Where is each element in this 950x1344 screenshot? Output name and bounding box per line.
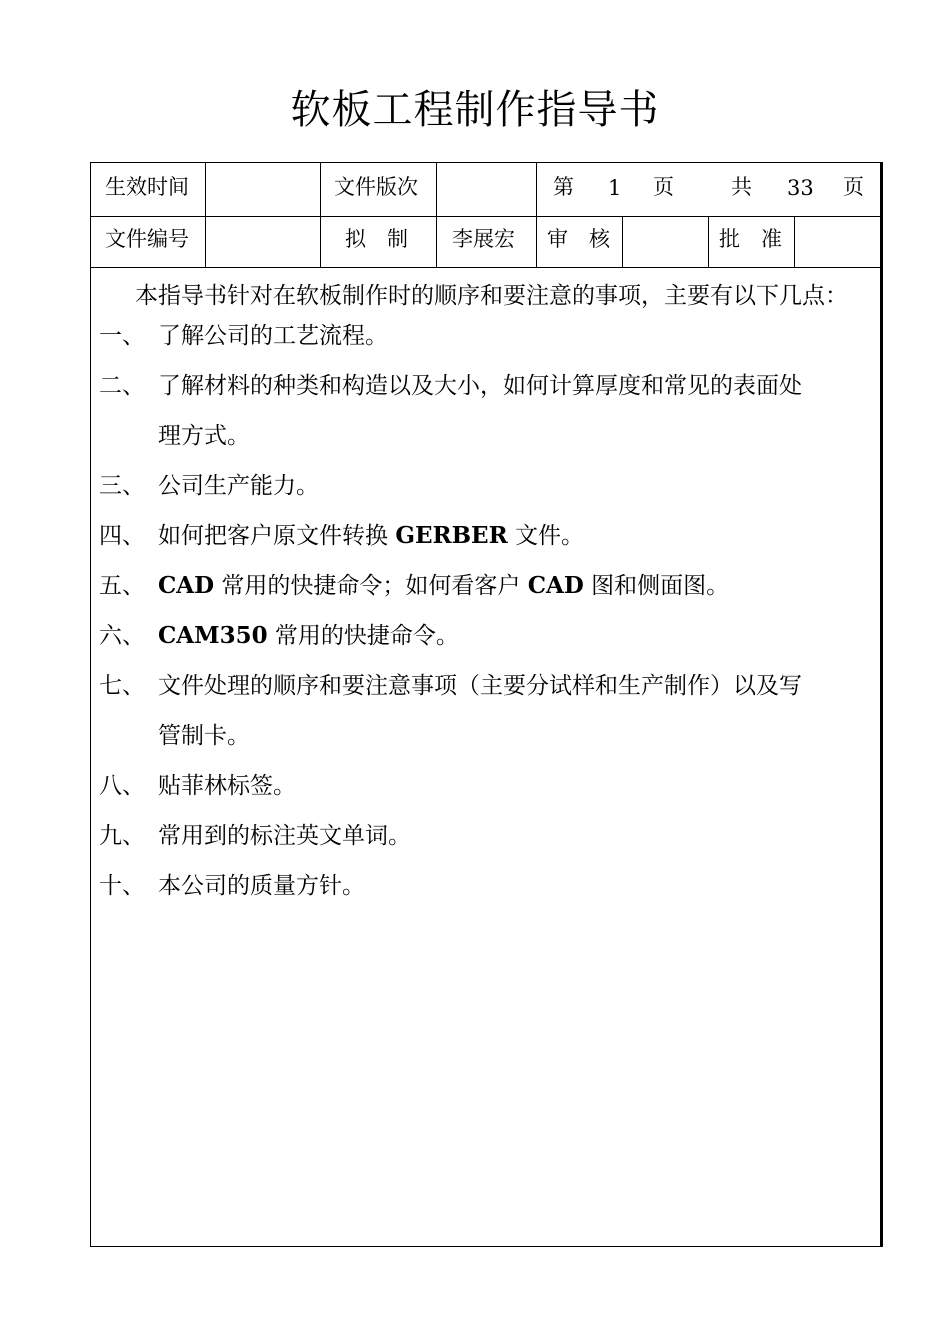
bold-term: CAD <box>158 572 215 599</box>
version-label: 文件版次 <box>334 175 418 199</box>
reviewed-by-label: 审 核 <box>547 227 610 251</box>
header-col-divider <box>622 216 623 267</box>
list-item-number: 五、 <box>99 573 145 599</box>
page-unit: 页 <box>653 175 674 199</box>
list-item-text: 文件处理的顺序和要注意事项（主要分试样和生产制作）以及写 <box>158 673 802 699</box>
effective-time-label: 生效时间 <box>105 175 189 199</box>
text-segment: 图和侧面图。 <box>583 573 730 599</box>
header-col-divider <box>320 163 321 267</box>
list-item-text: 理方式。 <box>158 423 250 449</box>
list-item-number: 一、 <box>99 323 145 349</box>
intro-paragraph: 本指导书针对在软板制作时的顺序和要注意的事项，主要有以下几点： <box>135 283 848 309</box>
instruction-sheet-frame <box>90 162 883 1247</box>
text-segment: 常用的快捷命令；如何看客户 <box>214 573 528 599</box>
header-col-divider <box>708 216 709 267</box>
header-row-divider <box>91 216 880 217</box>
list-item-number: 三、 <box>99 473 145 499</box>
list-item-text: 贴菲林标签。 <box>158 773 296 799</box>
document-title: 软板工程制作指导书 <box>290 87 660 133</box>
list-item-text: 管制卡。 <box>158 723 250 749</box>
list-item-text: 常用到的标注英文单词。 <box>158 823 411 849</box>
text-segment: 如何把客户原文件转换 <box>158 523 396 549</box>
list-item-text <box>158 611 878 661</box>
list-item-text <box>158 561 878 611</box>
bold-term: CAD <box>527 572 584 599</box>
list-item-number: 九、 <box>99 823 145 849</box>
document-number-label: 文件编号 <box>105 227 189 251</box>
total-pages: 33 <box>787 176 814 200</box>
approved-by-label: 批 准 <box>719 227 782 251</box>
list-item-text: 了解材料的种类和构造以及大小，如何计算厚度和常见的表面处 <box>158 373 802 399</box>
list-item-number: 六、 <box>99 623 145 649</box>
bold-term: CAM350 <box>158 622 268 649</box>
list-item-number: 二、 <box>99 373 145 399</box>
list-item-number: 八、 <box>99 773 145 799</box>
text-segment: 文件。 <box>507 523 584 549</box>
list-item-number: 十、 <box>99 873 145 899</box>
header-col-divider <box>794 216 795 267</box>
list-item-text: 公司生产能力。 <box>158 473 319 499</box>
list-item-text <box>158 511 878 561</box>
header-col-divider <box>536 163 537 267</box>
drafted-by-label: 拟 制 <box>345 227 408 251</box>
list-item-number: 七、 <box>99 673 145 699</box>
list-item-text: 本公司的质量方针。 <box>158 873 365 899</box>
bold-term: GERBER <box>395 522 508 549</box>
page-prefix: 第 <box>553 175 574 199</box>
drafted-by-value: 李展宏 <box>452 227 515 251</box>
total-unit: 页 <box>843 175 864 199</box>
header-bottom-divider <box>91 267 880 268</box>
total-prefix: 共 <box>731 175 752 199</box>
page-number: 1 <box>608 176 622 200</box>
header-col-divider <box>436 163 437 267</box>
list-item-number: 四、 <box>99 523 145 549</box>
text-segment: 常用的快捷命令。 <box>267 623 459 649</box>
list-item-text: 了解公司的工艺流程。 <box>158 323 388 349</box>
header-col-divider <box>205 163 206 267</box>
